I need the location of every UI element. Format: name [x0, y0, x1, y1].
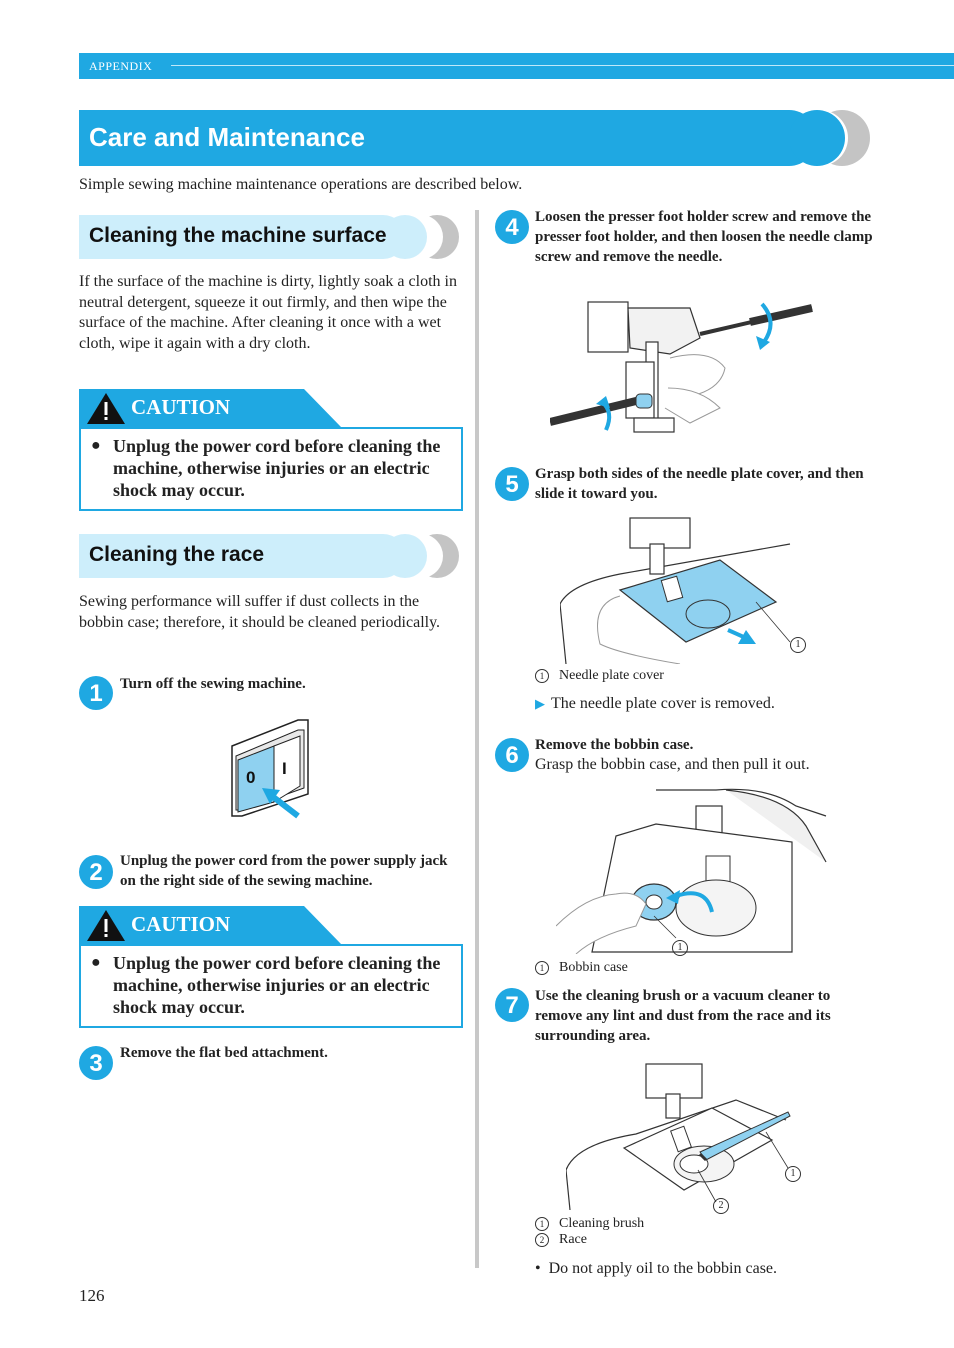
- section-label: APPENDIX: [89, 59, 153, 73]
- section-heading: Cleaning the machine surface: [89, 224, 387, 247]
- step-7-note: [535, 1259, 777, 1279]
- step-6-title: Remove the bobbin case.: [535, 737, 694, 753]
- caution-header: [79, 906, 463, 944]
- page-title: Care and Maintenance: [89, 122, 365, 152]
- step-2-title: Unplug the power cord from the power supply jack on the right side of the sewing machine.: [120, 853, 448, 889]
- caption-race: [535, 1232, 587, 1248]
- caution-body: [79, 944, 463, 1028]
- caution-header: [79, 389, 463, 427]
- caption-text: Bobbin case: [559, 960, 628, 975]
- caption-text: Race: [559, 1232, 587, 1247]
- race-cleaning-illustration: [566, 1060, 792, 1210]
- caption-cleaning-brush: [535, 1216, 644, 1232]
- section-heading: Cleaning the race: [89, 543, 265, 566]
- svg-text:2: 2: [89, 859, 103, 886]
- caption-number: 1: [535, 961, 549, 975]
- caution-text: Unplug the power cord before cleaning the machine, otherwise injuries or an electric shock may occur.: [113, 953, 441, 1017]
- step-1-title: Turn off the sewing machine.: [120, 676, 306, 692]
- caution-label: CAUTION: [131, 912, 231, 936]
- step-3-title: Remove the flat bed attachment.: [120, 1045, 328, 1061]
- section-header-machine-surface: [79, 215, 459, 259]
- needle-plate-cover-illustration: [560, 514, 810, 664]
- svg-text:1: 1: [89, 680, 103, 707]
- caution-box-2: [79, 906, 463, 1028]
- svg-text:5: 5: [505, 471, 519, 498]
- callout-race: 2: [713, 1198, 729, 1214]
- bullet-icon: •: [535, 1260, 541, 1277]
- caption-bobbin-case: [535, 960, 628, 976]
- intro-text: Simple sewing machine maintenance operations are described below.: [79, 176, 523, 193]
- step-number-3: [79, 1046, 113, 1080]
- step-5-title: Grasp both sides of the needle plate cover, and then slide it toward you.: [535, 466, 864, 502]
- svg-text:I: I: [282, 759, 287, 778]
- title-bar: [79, 110, 817, 166]
- step-7-title: Use the cleaning brush or a vacuum cleaner to remove any lint and dust from the race and its surrounding area.: [535, 988, 831, 1044]
- result-arrow-icon: ▶: [535, 696, 545, 711]
- step-number-4: [495, 210, 529, 244]
- bullet-icon: ●: [91, 954, 101, 971]
- step-4-title: Loosen the presser foot holder screw and remove the presser foot holder, and then loosen the needle clamp screw and remove the needle.: [535, 209, 873, 265]
- machine-surface-paragraph: If the surface of the machine is dirty, lightly soak a cloth in neutral detergent, squeeze it out firmly, and then wipe the surface of the machine. After cleaning it once with a wet cloth, wipe it again with a dry cloth.: [79, 273, 457, 352]
- header-band: [79, 53, 954, 79]
- bullet-icon: ●: [91, 437, 101, 454]
- callout-bobbin-case: 1: [672, 940, 688, 956]
- header-rule: [171, 65, 954, 66]
- step-5-result: [535, 694, 775, 714]
- caption-number: 1: [535, 1217, 549, 1231]
- bobbin-case-removal-illustration: [556, 786, 828, 954]
- column-divider: [475, 210, 479, 1268]
- svg-text:6: 6: [505, 742, 519, 769]
- title-decoration: [790, 110, 870, 166]
- step-number-7: [495, 988, 529, 1022]
- caption-number: 1: [535, 669, 549, 683]
- callout-cleaning-brush: 1: [785, 1166, 801, 1182]
- step-number-2: [79, 855, 113, 889]
- caution-body: [79, 427, 463, 511]
- page-number: 126: [79, 1286, 105, 1305]
- power-switch-illustration: [228, 716, 312, 820]
- svg-text:0: 0: [246, 768, 256, 787]
- presser-foot-removal-illustration: [550, 298, 816, 440]
- caption-needle-plate-cover: [535, 668, 664, 684]
- svg-text:4: 4: [505, 214, 519, 241]
- caption-number: 2: [535, 1233, 549, 1247]
- caution-label: CAUTION: [131, 395, 231, 419]
- step-6-text: Grasp the bobbin case, and then pull it out.: [535, 756, 810, 773]
- note-text: Do not apply oil to the bobbin case.: [548, 1260, 778, 1277]
- step-number-1: [79, 676, 113, 710]
- race-paragraph: Sewing performance will suffer if dust collects in the bobbin case; therefore, it should be cleaned periodically.: [79, 593, 441, 631]
- caption-text: Cleaning brush: [559, 1216, 645, 1231]
- svg-text:3: 3: [89, 1050, 103, 1077]
- section-header-race: [79, 534, 459, 578]
- result-text: The needle plate cover is removed.: [551, 695, 775, 712]
- caution-text: Unplug the power cord before cleaning the machine, otherwise injuries or an electric shock may occur.: [113, 436, 441, 500]
- step-number-6: [495, 738, 529, 772]
- svg-text:7: 7: [505, 992, 519, 1019]
- caption-text: Needle plate cover: [559, 668, 664, 683]
- callout-needle-plate-cover: 1: [790, 637, 806, 653]
- caution-box-1: [79, 389, 463, 511]
- step-number-5: [495, 467, 529, 501]
